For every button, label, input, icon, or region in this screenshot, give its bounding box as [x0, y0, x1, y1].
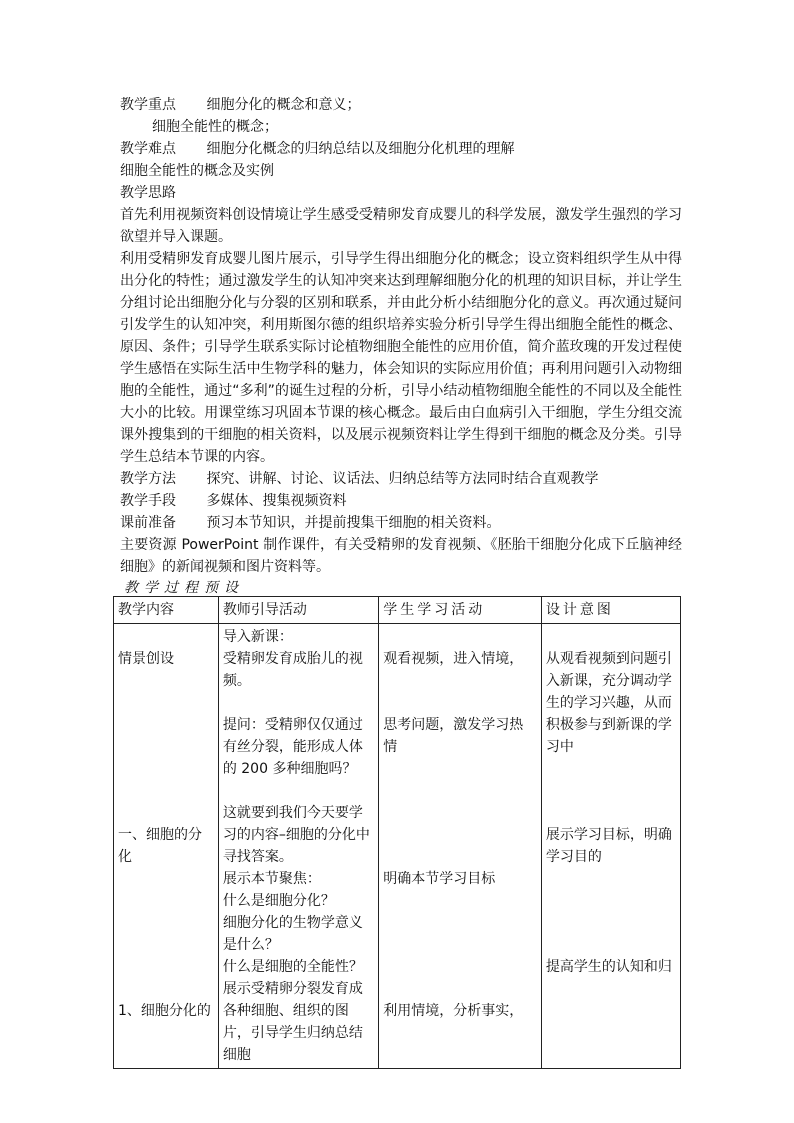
intent-cognition: 提高学生的认知和归 [545, 959, 672, 975]
content-scene: 情景创设 [118, 651, 174, 667]
method-line [120, 468, 682, 490]
method-text: 探究、讲解、讨论、议话法、归纳总结等方法同时结合直观教学 [206, 471, 599, 487]
difficulty-line [120, 138, 682, 160]
teacher-q2: 细胞分化的生物学意义是什么？ [222, 915, 363, 953]
resources-paragraph: 主要资源 PowerPoint 制作课件，有关受精卵的发育视频、《胚胎干细胞分化成下丘脑神经细胞》的新闻视频和图片资料等。 [120, 537, 682, 575]
student-goal: 明确本节学习目标 [383, 871, 496, 887]
approach-heading: 教学思路 [120, 185, 176, 201]
difficulty-text-1: 细胞分化概念的归纳总结以及细胞分化机理的理解 [206, 141, 515, 157]
teacher-focus: 展示本节聚焦： [222, 871, 321, 887]
teacher-pictures: 展示受精卵分裂发育成各种细胞、组织的图片，引导学生归纳总结细胞 [222, 981, 363, 1063]
teacher-q1: 什么是细胞分化？ [222, 893, 335, 909]
document-body [120, 94, 682, 598]
cell-intent [541, 624, 680, 1069]
header-content: 教学内容 [114, 597, 219, 624]
teacher-intro: 导入新课： [222, 629, 293, 645]
prep-label: 课前准备 [120, 515, 176, 531]
header-student: 学生学习活动 [379, 597, 542, 624]
teacher-question: 提问：受精卵仅仅通过有丝分裂，能形成人体的 200 多种细胞吗？ [222, 717, 363, 777]
intent-interest: 从观看视频到问题引入新课，充分调动学生的学习兴趣，从而积极参与到新课的学习中 [545, 651, 672, 755]
prep-line [120, 512, 682, 534]
lesson-process-table [113, 596, 681, 1069]
prep-text: 预习本节知识，并提前搜集干细胞的相关资料。 [206, 515, 501, 531]
difficulty-label: 教学难点 [120, 141, 176, 157]
student-think: 思考问题，激发学习热情 [383, 717, 524, 755]
header-teacher: 教师引导活动 [218, 597, 378, 624]
cell-teacher [218, 624, 378, 1069]
approach-paragraph-1: 首先利用视频资料创设情境让学生感受受精卵发育成婴儿的科学发展，激发学生强烈的学习欲望并导入课题。 [120, 207, 682, 245]
focus-line-1 [120, 94, 682, 116]
header-intent: 设计意图 [541, 597, 680, 624]
focus-text-2: 细胞全能性的概念； [152, 119, 278, 135]
table-header-row [114, 597, 681, 624]
student-watch: 观看视频，进入情境， [383, 651, 524, 667]
cell-content [114, 624, 219, 1069]
means-text: 多媒体、搜集视频资料 [206, 493, 347, 509]
student-analyze: 利用情境，分析事实， [383, 1003, 524, 1019]
intent-goal: 展示学习目标，明确学习目的 [545, 827, 672, 865]
content-differentiation: 一、细胞的分化 [118, 827, 202, 865]
teacher-q3: 什么是细胞的全能性？ [222, 959, 363, 975]
method-label: 教学方法 [120, 471, 176, 487]
means-label: 教学手段 [120, 493, 176, 509]
content-concept: 1、细胞分化的 [118, 1003, 211, 1019]
focus-text-1: 细胞分化的概念和意义； [206, 97, 361, 113]
teacher-answer: 这就要到我们今天要学习的内容–细胞的分化中寻找答案。 [222, 805, 370, 865]
table-row [114, 624, 681, 1069]
table-caption: 教学过程预设 [124, 580, 244, 596]
approach-paragraph-2: 利用受精卵发育成婴儿图片展示，引导学生得出细胞分化的概念；设立资料组织学生从中得出分化的特性；通过激发学生的认知冲突来达到理解细胞分化的机理的知识目标，并让学生分组讨论出细胞分化与分裂的区别和联系，并由此分析小结细胞分化的意义。再次通过疑问引发学生的认知冲突，利用斯图尔德的组织培养实验分析引导学生得出细胞全能性的概念、原因、条件；引导学生联系实际讨论植物细胞全能性的应用价值，简介蓝玫瑰的开发过程使学生感悟在实际生活中生物学科的魅力，体会知识的实际应用价值；再利用问题引入动物细胞的全能性，通过“多利”的诞生过程的分析，引导小结动植物细胞全能性的不同以及全能性大小的比较。用课堂练习巩固本节课的核心概念。最后由白血病引入干细胞，学生分组交流课外搜集到的干细胞的相关资料，以及展示视频资料让学生得到干细胞的概念及分类。引导学生总结本节课的内容。 [120, 251, 682, 465]
teacher-video: 受精卵发育成胎儿的视频。 [222, 651, 363, 689]
focus-label: 教学重点 [120, 97, 176, 113]
cell-student [379, 624, 542, 1069]
difficulty-text-2: 细胞全能性的概念及实例 [120, 163, 274, 179]
means-line [120, 490, 682, 512]
